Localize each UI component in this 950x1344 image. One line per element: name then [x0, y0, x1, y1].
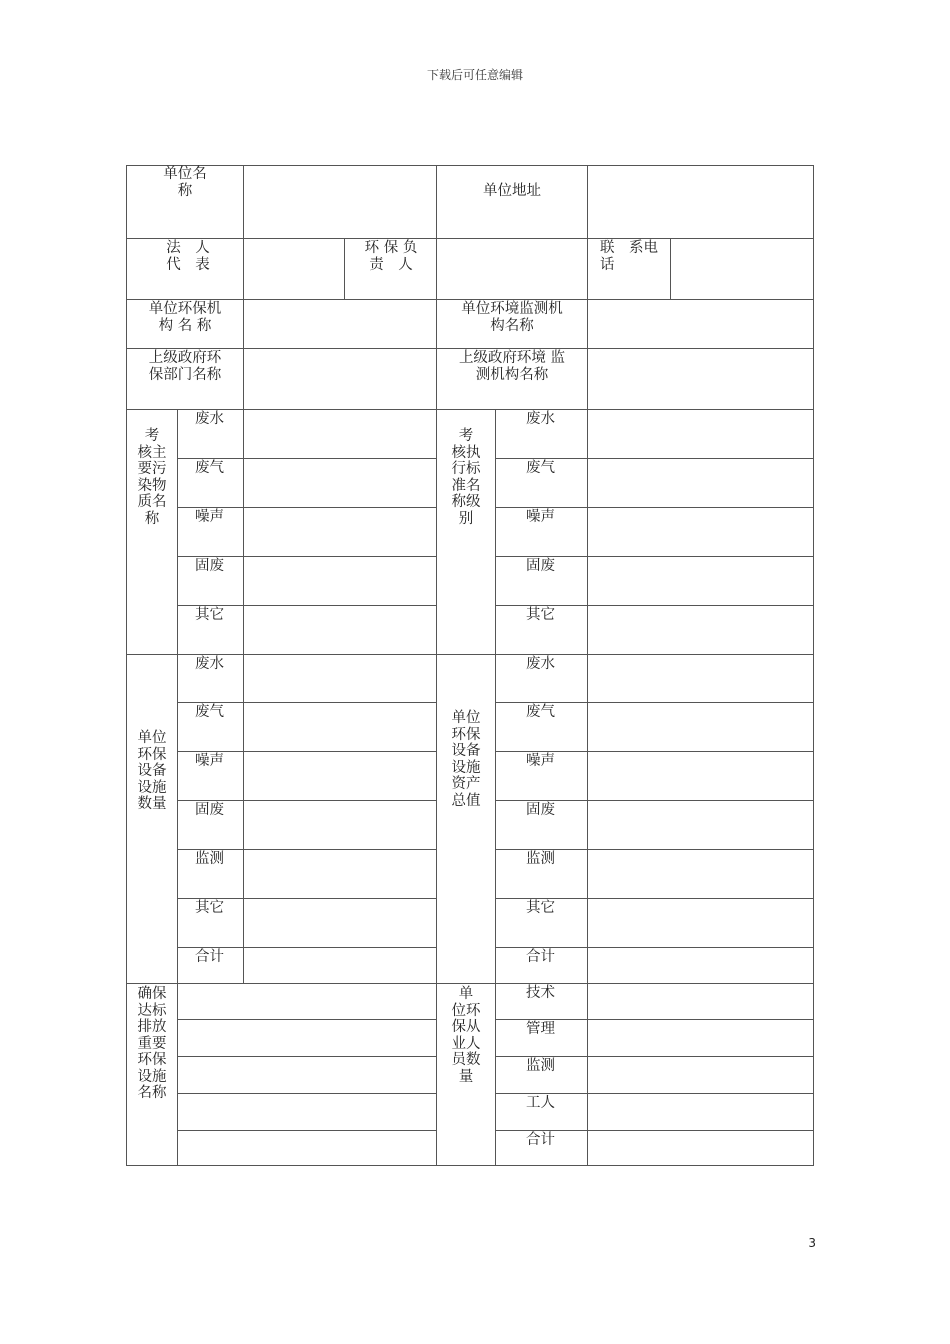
- label-env-org-name: 单位环保机 构 名 称: [148, 301, 222, 334]
- standard-item-label: 其它: [526, 607, 555, 623]
- label-legal-representative: 法 人 代 表: [166, 240, 210, 273]
- label-standard-title: 考 核执 行标 准名 称级 别: [451, 428, 481, 527]
- row-divider: [177, 1093, 437, 1094]
- facility-value-item-label: 其它: [526, 900, 555, 916]
- row-divider: [495, 800, 814, 801]
- row-divider: [126, 409, 814, 410]
- column-divider: [587, 165, 588, 409]
- column-divider: [587, 409, 588, 1166]
- table-border-left: [126, 165, 127, 1166]
- row-divider: [495, 1130, 814, 1131]
- row-divider: [177, 849, 437, 850]
- staff-item-label: 管理: [526, 1021, 555, 1037]
- facility-count-item-label: 废气: [195, 704, 224, 720]
- label-pollutant-title: 考 核主 要污 染物 质名 称: [137, 428, 167, 527]
- row-divider: [495, 947, 814, 948]
- column-divider: [436, 165, 437, 1166]
- label-unit-address: 单位地址: [483, 183, 541, 199]
- row-divider: [495, 849, 814, 850]
- staff-item-label: 工人: [526, 1095, 555, 1111]
- table-border-right: [813, 165, 814, 1166]
- row-divider: [177, 507, 437, 508]
- staff-item-label: 技术: [526, 985, 555, 1001]
- standard-item-label: 废气: [526, 460, 555, 476]
- table-border-bottom: [126, 1165, 814, 1166]
- standard-item-label: 废水: [526, 411, 555, 427]
- row-divider: [495, 507, 814, 508]
- row-divider: [495, 751, 814, 752]
- column-divider: [344, 238, 345, 299]
- row-divider: [495, 556, 814, 557]
- row-divider: [177, 947, 437, 948]
- pollutant-item-label: 废水: [195, 411, 224, 427]
- pollutant-item-label: 其它: [195, 607, 224, 623]
- page-header: 下载后可任意编辑: [426, 68, 523, 82]
- row-divider: [495, 702, 814, 703]
- label-gov-monitor-org: 上级政府环境 监 测机构名称: [458, 350, 566, 383]
- staff-item-label: 监测: [526, 1058, 555, 1074]
- facility-count-item-label: 合计: [195, 949, 224, 965]
- label-key-facility-title: 确保 达标 排放 重要 环保 设施 名称: [137, 986, 167, 1101]
- row-divider: [177, 702, 437, 703]
- table-border-top: [126, 165, 814, 166]
- facility-value-item-label: 废水: [526, 656, 555, 672]
- row-divider: [126, 348, 814, 349]
- label-staff-title: 单 位环 保从 业人 员数 量: [451, 986, 481, 1085]
- row-divider: [495, 605, 814, 606]
- row-divider: [495, 1056, 814, 1057]
- row-divider: [495, 458, 814, 459]
- column-divider: [177, 409, 178, 1166]
- pollutant-item-label: 噪声: [195, 509, 224, 525]
- row-divider: [177, 898, 437, 899]
- facility-count-item-label: 固废: [195, 802, 224, 818]
- label-facility-value-title: 单位 环保 设备 设施 资产 总值: [451, 710, 481, 809]
- facility-count-item-label: 监测: [195, 851, 224, 867]
- facility-value-item-label: 噪声: [526, 753, 555, 769]
- pollutant-item-label: 废气: [195, 460, 224, 476]
- row-divider: [177, 1056, 437, 1057]
- column-divider: [495, 409, 496, 1166]
- facility-value-item-label: 废气: [526, 704, 555, 720]
- row-divider: [177, 800, 437, 801]
- facility-count-item-label: 噪声: [195, 753, 224, 769]
- label-contact-phone: 联 系电 话: [600, 240, 658, 273]
- label-facility-count-title: 单位 环保 设备 设施 数量: [137, 730, 167, 812]
- row-divider: [126, 238, 814, 239]
- standard-item-label: 噪声: [526, 509, 555, 525]
- row-divider: [177, 458, 437, 459]
- label-env-responsible: 环 保 负 责 人: [364, 240, 418, 273]
- facility-count-item-label: 其它: [195, 900, 224, 916]
- standard-item-label: 固废: [526, 558, 555, 574]
- row-divider: [177, 1130, 437, 1131]
- facility-count-item-label: 废水: [195, 656, 224, 672]
- pollutant-item-label: 固废: [195, 558, 224, 574]
- row-divider: [126, 299, 814, 300]
- label-gov-env-dept: 上级政府环 保部门名称: [148, 350, 222, 383]
- facility-value-item-label: 合计: [526, 949, 555, 965]
- row-divider: [177, 751, 437, 752]
- facility-value-item-label: 监测: [526, 851, 555, 867]
- column-divider: [243, 409, 244, 983]
- label-monitor-org-name: 单位环境监测机 构名称: [461, 301, 563, 334]
- label-unit-name: 单位名 称: [163, 166, 207, 199]
- row-divider: [177, 556, 437, 557]
- page-number: 3: [808, 1236, 816, 1250]
- row-divider: [495, 898, 814, 899]
- row-divider: [177, 1019, 437, 1020]
- column-divider: [243, 165, 244, 409]
- row-divider: [495, 1093, 814, 1094]
- row-divider: [126, 983, 814, 984]
- staff-item-label: 合计: [526, 1132, 555, 1148]
- facility-value-item-label: 固废: [526, 802, 555, 818]
- column-divider: [670, 238, 671, 299]
- row-divider: [495, 1019, 814, 1020]
- row-divider: [177, 605, 437, 606]
- row-divider: [126, 654, 814, 655]
